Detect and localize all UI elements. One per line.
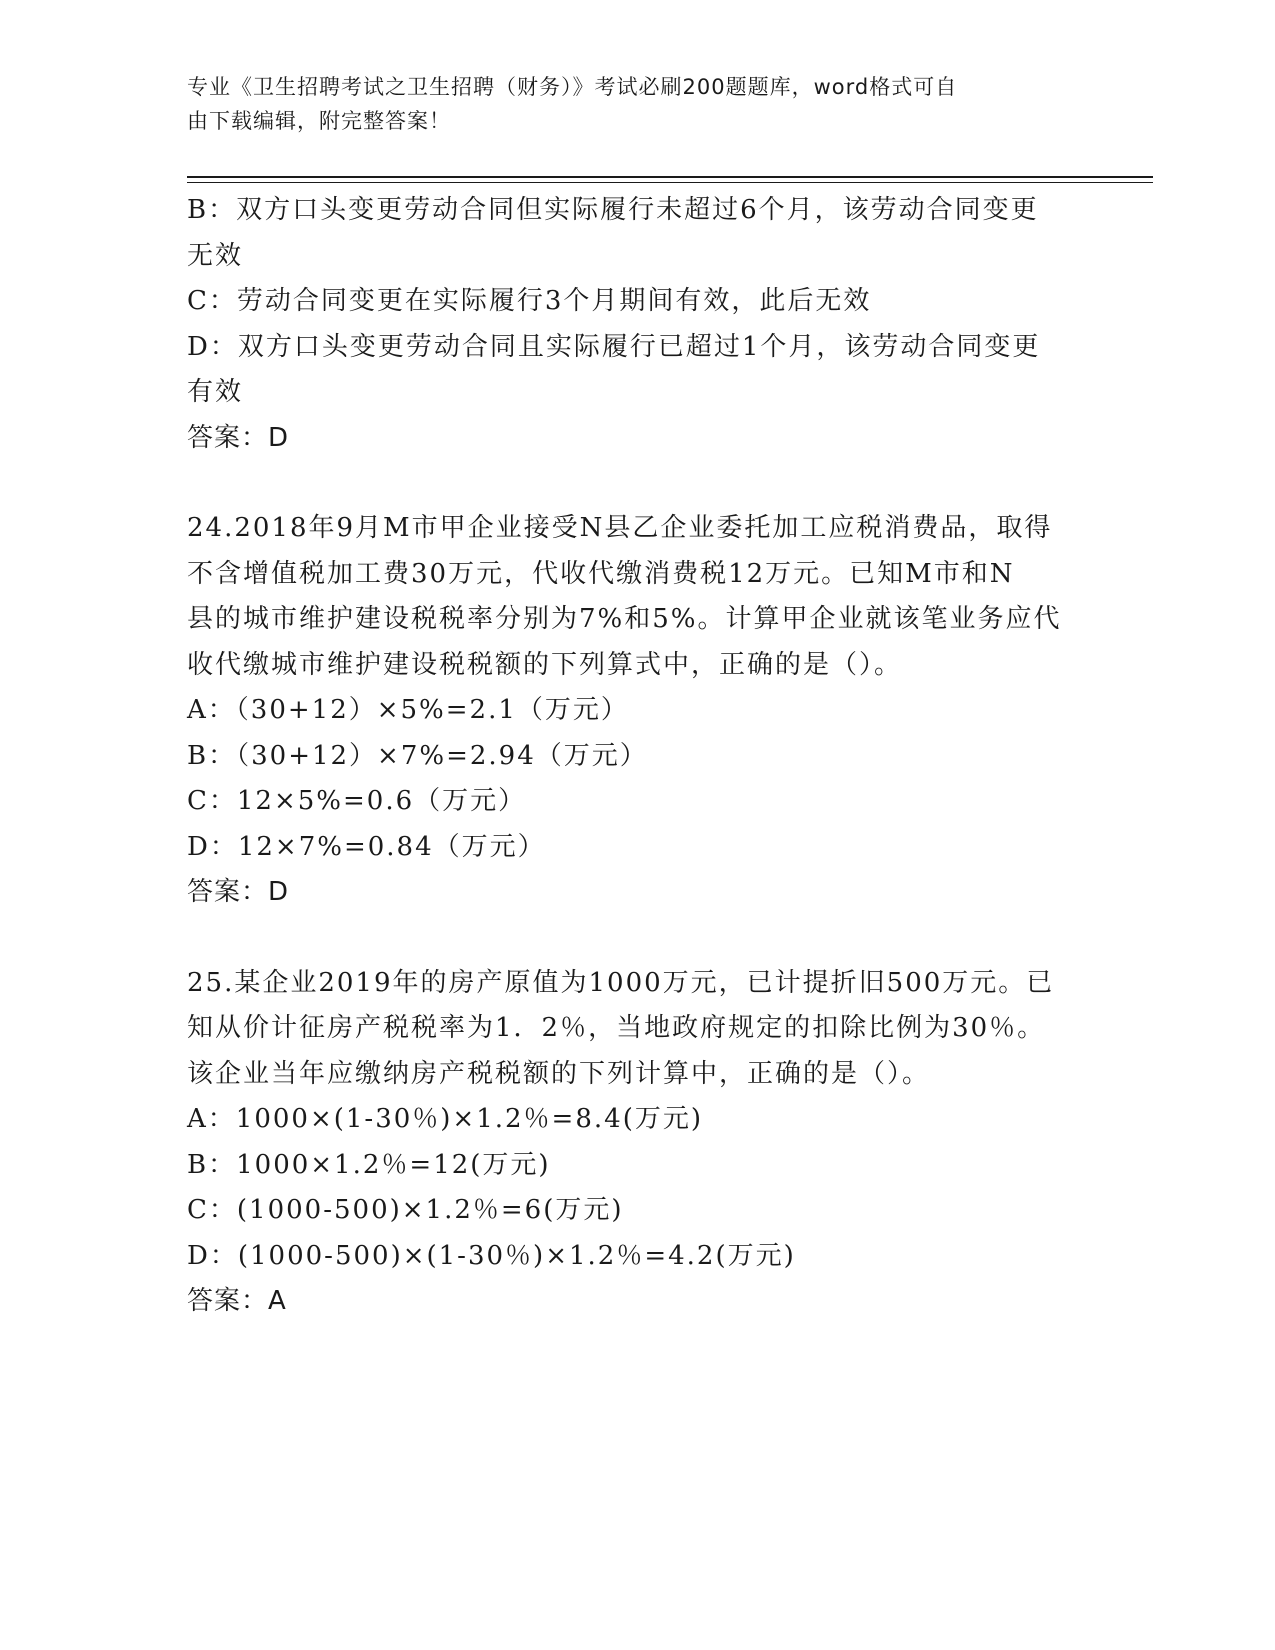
question-stem: 知从价计征房产税税率为1．2％，当地政府规定的扣除比例为30％。 — [187, 1013, 1046, 1043]
answer: 答案：D — [187, 877, 290, 907]
document-body — [187, 188, 1077, 1325]
answer: 答案：D — [187, 422, 290, 453]
question-stem: 25.某企业2019年的房产原值为1000万元，已计提折旧500万元。已 — [187, 967, 1055, 998]
question-24 — [187, 506, 1077, 916]
option-b: B：（30+12）×7%=2.94（万元） — [187, 740, 648, 771]
question-25 — [187, 961, 1077, 1325]
document-header — [187, 70, 1067, 138]
option-d-continued: 有效 — [187, 377, 244, 407]
option-a: A：1000×(1-30％)×1.2％=8.4(万元) — [187, 1104, 703, 1134]
option-d: D：双方口头变更劳动合同且实际履行已超过1个月，该劳动合同变更 — [187, 331, 1041, 362]
question-stem: 24.2018年9月M市甲企业接受N县乙企业委托加工应税消费品，取得 — [187, 513, 1053, 543]
header-line-2: 由下载编辑，附完整答案！ — [187, 109, 451, 133]
question-stem: 县的城市维护建设税税率分别为7%和5%。计算甲企业就该笔业务应代 — [187, 604, 1062, 634]
spacer — [187, 916, 1077, 961]
question-stem: 该企业当年应缴纳房产税税额的下列计算中，正确的是（）。 — [187, 1058, 931, 1089]
option-c: C：劳动合同变更在实际履行3个月期间有效，此后无效 — [187, 286, 872, 316]
option-b-continued: 无效 — [187, 240, 244, 271]
spacer — [187, 461, 1077, 506]
option-b: B：1000×1.2％=12(万元) — [187, 1149, 551, 1180]
option-d: D：(1000-500)×(1-30％)×1.2％=4.2(万元) — [187, 1240, 796, 1271]
question-stem: 不含增值税加工费30万元，代收代缴消费税12万元。已知M市和N — [187, 558, 1015, 589]
option-d: D：12×7%=0.84（万元） — [187, 831, 546, 862]
option-a: A：（30+12）×5%=2.1（万元） — [187, 695, 629, 725]
header-divider-thick — [187, 176, 1153, 178]
answer: 答案：A — [187, 1286, 287, 1316]
header-divider-thin — [187, 182, 1153, 183]
question-23-continued — [187, 188, 1077, 461]
option-c: C：12×5%=0.6（万元） — [187, 786, 527, 816]
question-stem: 收代缴城市维护建设税税额的下列算式中，正确的是（）。 — [187, 649, 903, 680]
header-line-1: 专业《卫生招聘考试之卫生招聘（财务）》考试必刷200题题库，word格式可自 — [187, 75, 958, 99]
option-c: C：(1000-500)×1.2％=6(万元) — [187, 1195, 624, 1225]
option-b: B：双方口头变更劳动合同但实际履行未超过6个月，该劳动合同变更 — [187, 195, 1039, 225]
